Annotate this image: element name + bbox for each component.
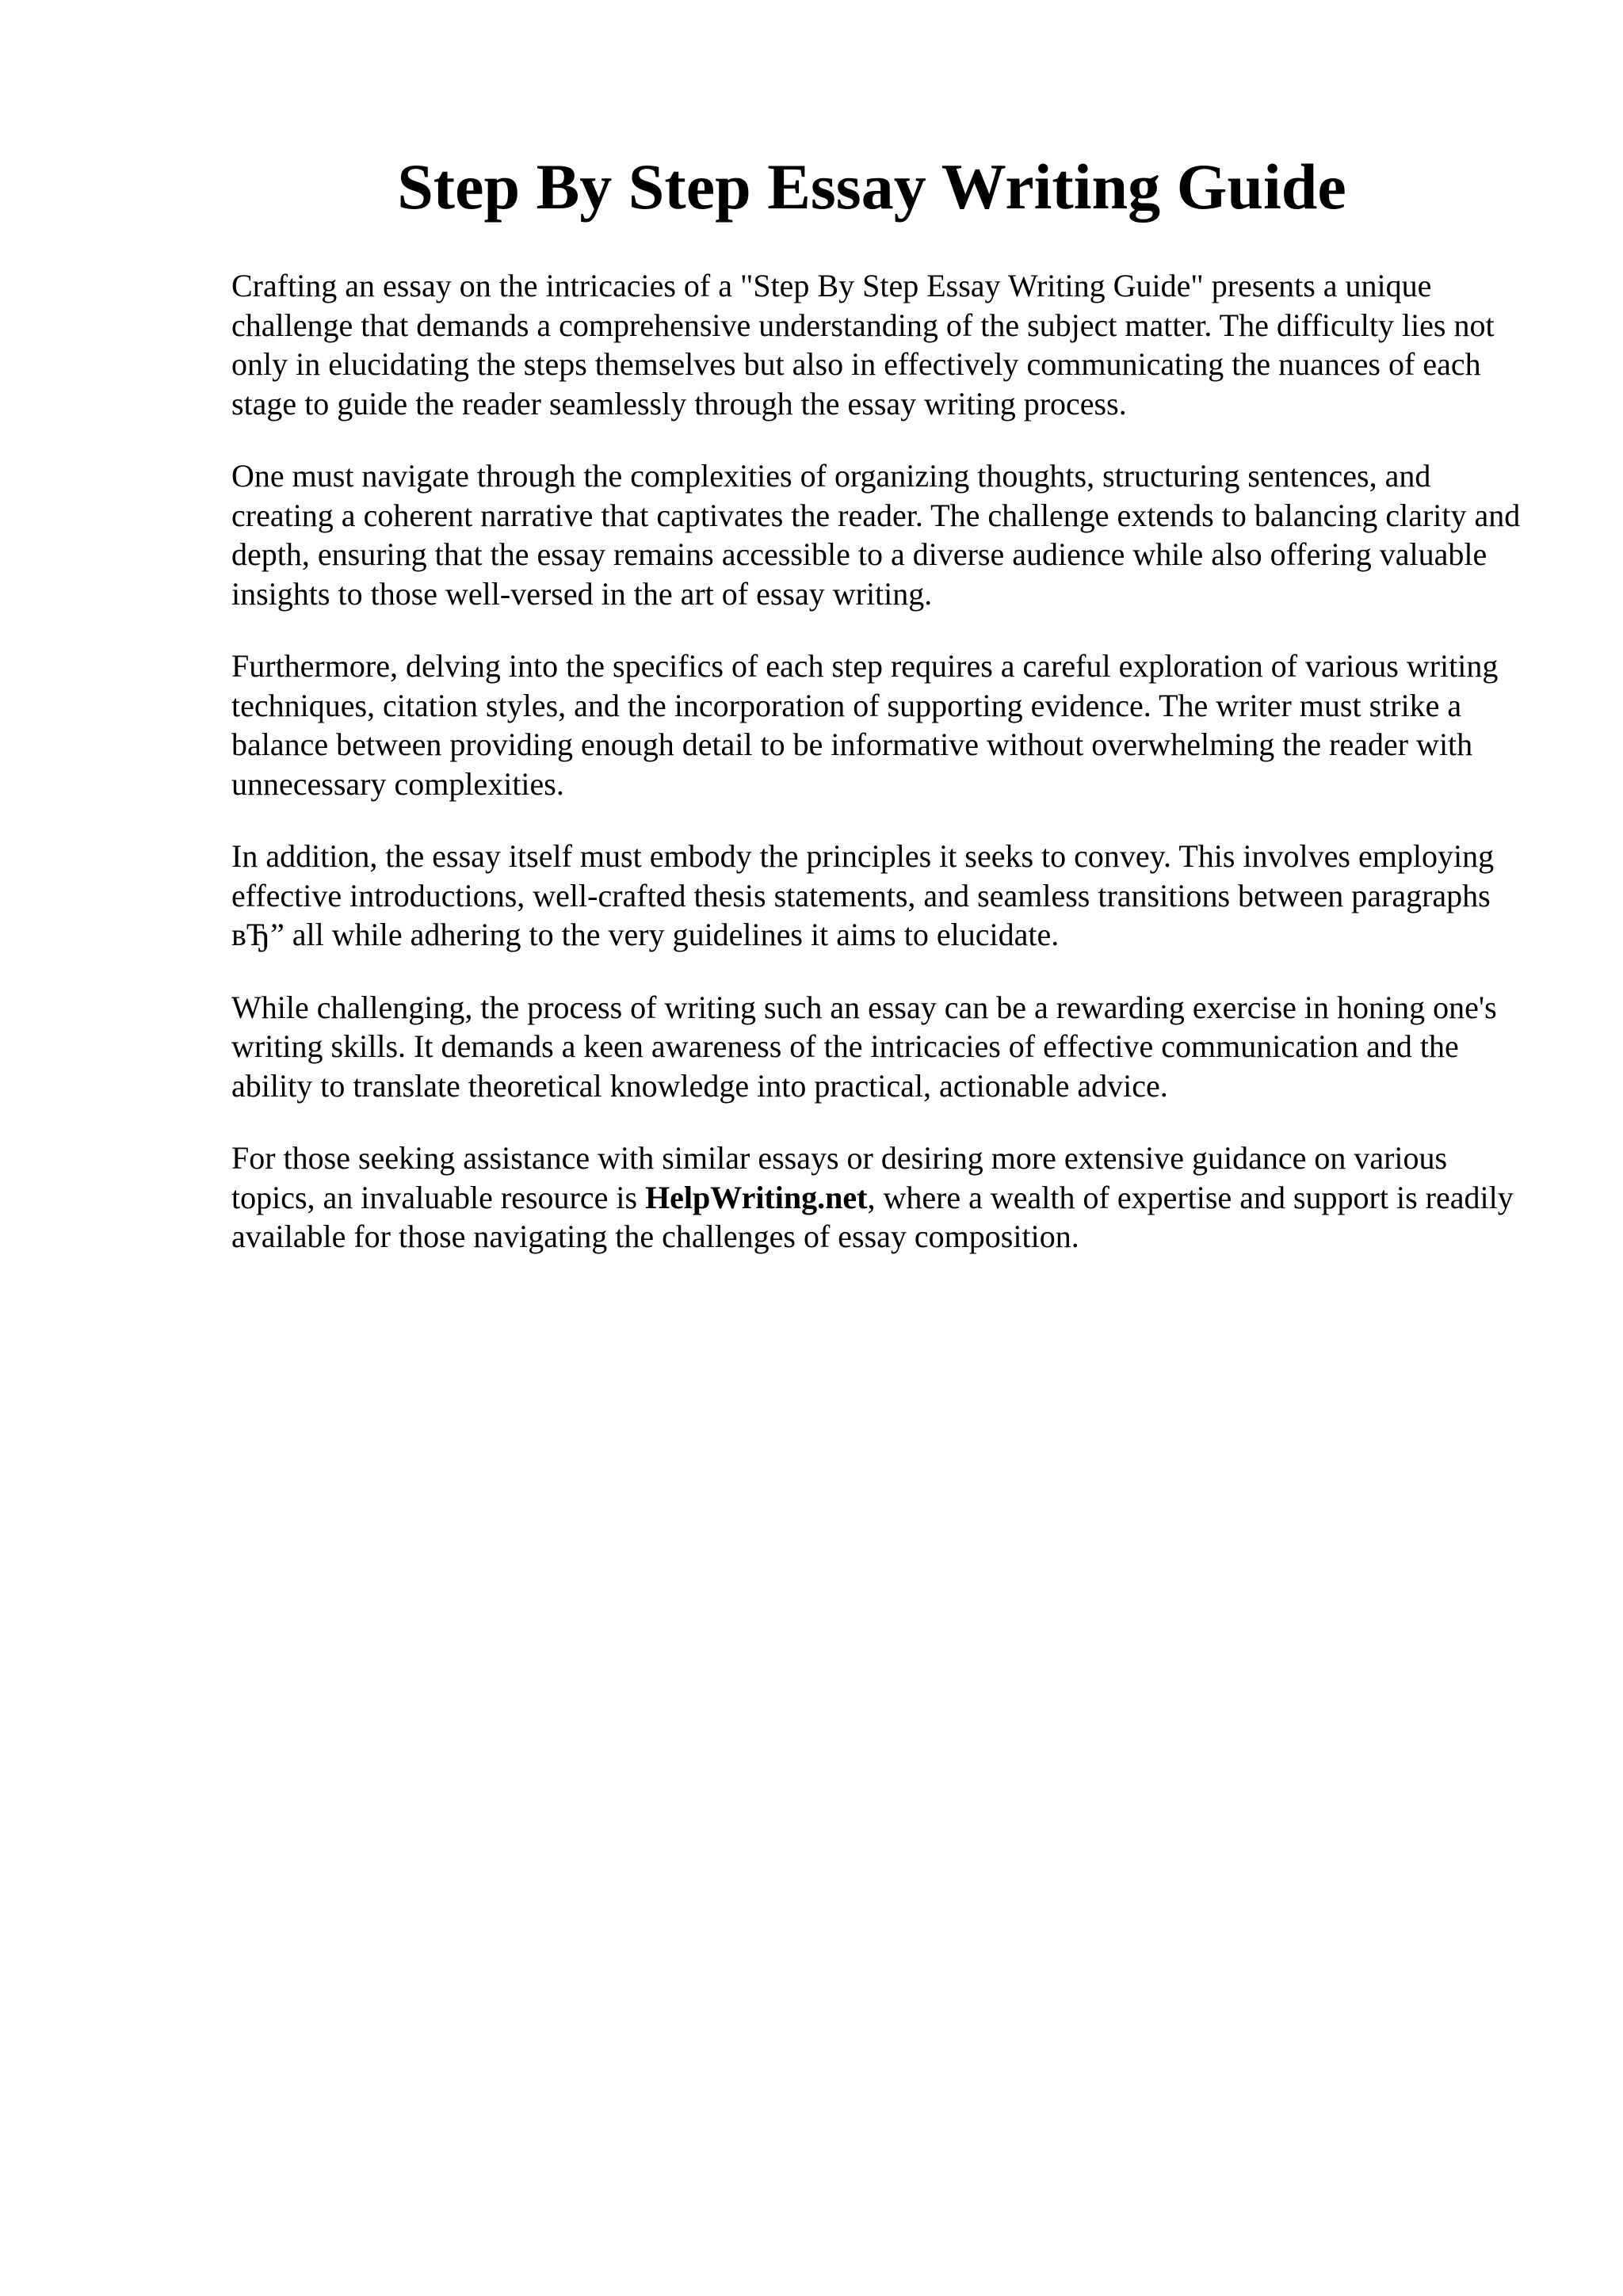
closing-text-after: , where a wealth of expertise and support is readily available for those navigating the challenges of essay composition.: [231, 1179, 1514, 1254]
paragraph-5: While challenging, the process of writing such an essay can be a rewarding exercise in honing one's writing skills. It demands a keen awareness of the intricacies of effective communication and the ability to translate theoretical knowledge into practical, actionable advice.: [231, 989, 1497, 1104]
paragraph-4: In addition, the essay itself must embody the principles it seeks to convey. This involves employing effective introductions, well-crafted thesis statements, and seamless transitions between paragraphs вЂ” all while adhering to the very guidelines it aims to elucidate.: [231, 838, 1495, 952]
closing-text-before: For those seeking assistance with similar essays or desiring more extensive guidance on various topics, an invaluable resource is: [231, 1140, 1448, 1215]
paragraph-1: Crafting an essay on the intricacies of a "Step By Step Essay Writing Guide" presents a unique challenge that demands a comprehensive understanding of the subject matter. The difficulty lies not only in elucidating the steps themselves but also in effectively communicating the nuances of each stage to guide the reader seamlessly through the essay writing process.: [231, 268, 1495, 421]
closing-paragraph: [231, 1138, 1522, 1257]
paragraph-3: Furthermore, delving into the specifics of each step requires a careful exploration of various writing techniques, citation styles, and the incorporation of supporting evidence. The writer must strike a balance between providing enough detail to be informative without overwhelming the reader with unnecessary complexities.: [231, 648, 1499, 802]
helpwriting-link[interactable]: HelpWriting.net: [645, 1179, 868, 1215]
paragraph-2: One must navigate through the complexities of organizing thoughts, structuring sentences, and creating a coherent narrative that captivates the reader. The challenge extends to balancing clarity and depth, ensuring that the essay remains accessible to a diverse audience while also offering valuable insights to those well-versed in the art of essay writing.: [231, 458, 1521, 612]
essay-body: [231, 266, 1522, 1290]
page-title: Step By Step Essay Writing Guide: [397, 151, 1346, 223]
